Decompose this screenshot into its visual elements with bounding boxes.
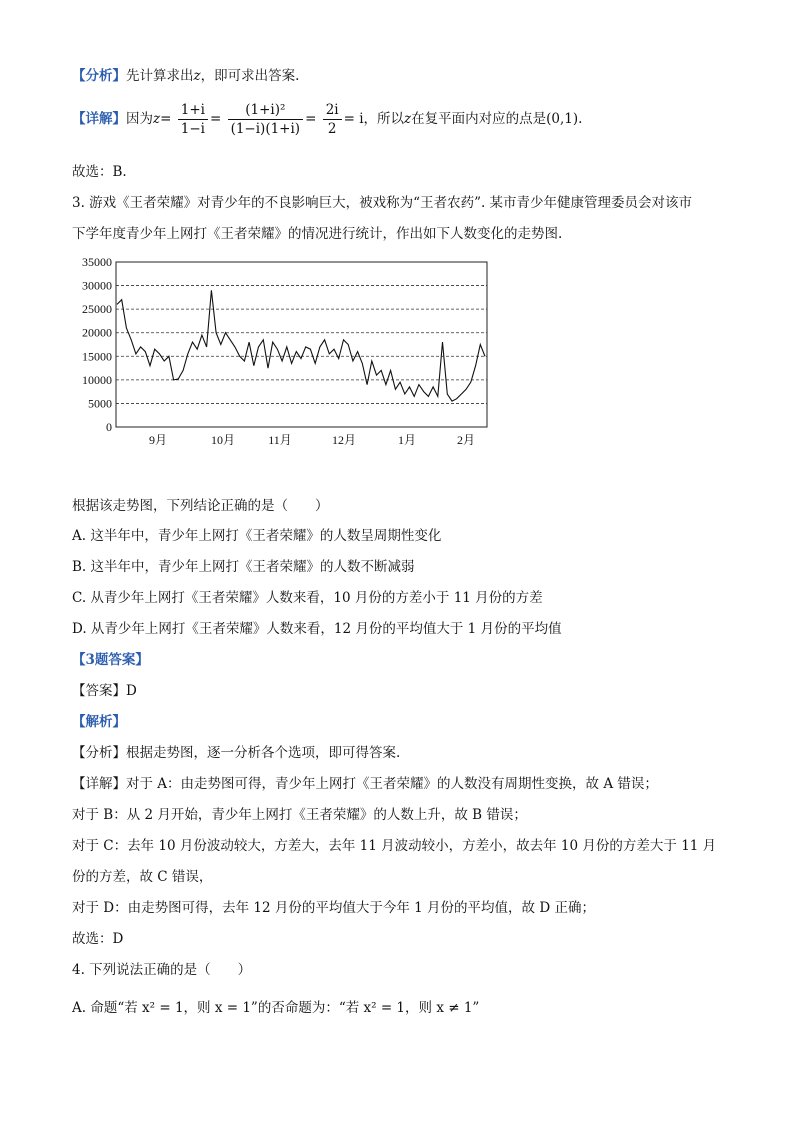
fraction-1 (178, 101, 208, 138)
analysis-var: z (193, 68, 201, 84)
detail-eq3: = (305, 111, 317, 127)
q4-option-a: A. 命题“若 x² = 1，则 x = 1”的否命题为：“若 x² = 1，则 x ≠ 1” (72, 1000, 480, 1016)
fraction-2 (228, 101, 304, 138)
frac3-den: 2 (327, 121, 337, 137)
detail-eq2: = (209, 111, 222, 127)
x-tick-label: 12月 (331, 433, 357, 447)
q4-stem: 4. 下列说法正确的是（ ） (72, 962, 252, 978)
q3-choice: 故选：D (72, 931, 124, 947)
y-tick-label: 0 (106, 420, 112, 434)
p2-choice: 故选：B. (72, 164, 127, 180)
frac2-den: (1−i)(1+i) (230, 121, 301, 137)
q3-answer-header: 【3题答案】 (72, 652, 149, 668)
plot-frame (116, 262, 487, 427)
q3-option-b: B. 这半年中，青少年上网打《王者荣耀》的人数不断减弱 (72, 559, 415, 575)
p2-analysis-line (72, 66, 299, 86)
detail-text-c: 在复平面内对应的点是 (411, 111, 547, 127)
y-tick-label: 15000 (82, 349, 112, 364)
q3-analysis-header: 【解析】 (72, 714, 126, 730)
analysis-text-a: 先计算求出 (126, 68, 194, 84)
q3-answer: 【答案】D (72, 683, 137, 699)
detail-end: . (578, 111, 583, 127)
q3-detail-2: 对于 B：从 2 月开始，青少年上网打《王者荣耀》的人数上升，故 B 错误； (72, 807, 527, 823)
chart-grid (116, 286, 487, 404)
analysis-tag: 【分析】 (72, 68, 126, 84)
detail-eq1: = (160, 111, 172, 127)
q3-detail-1: 【详解】对于 A：由走势图可得，青少年上网打《王者荣耀》的人数没有周期性变换，故 A 错误； (72, 776, 658, 792)
q3-detail-5: 对于 D：由走势图可得，去年 12 月份的平均值大于今年 1 月份的平均值，故 D 正确； (72, 900, 595, 916)
q3-stem-1: 3. 游戏《王者荣耀》对青少年的不良影响巨大，被戏称为“王者农药”. 某市青少年健康管理委员会对该市 (72, 195, 693, 211)
chart-y-ticks (82, 255, 112, 434)
q3-option-a: A. 这半年中，青少年上网打《王者荣耀》的人数呈周期性变化 (72, 528, 442, 544)
analysis-text-b: ，即可求出答案. (200, 68, 300, 84)
fraction-3 (323, 101, 342, 138)
trend-chart (72, 250, 502, 450)
p2-detail-line (72, 100, 582, 138)
x-tick-label: 9月 (148, 433, 168, 447)
y-tick-label: 5000 (88, 396, 112, 411)
y-tick-label: 20000 (82, 325, 112, 340)
detail-result: = i (343, 111, 364, 127)
chart-x-ticks (149, 433, 475, 447)
q3-option-c: C. 从青少年上网打《王者荣耀》人数来看，10 月份的方差小于 11 月份的方差 (72, 590, 543, 606)
x-tick-label: 2月 (456, 433, 476, 447)
y-tick-label: 35000 (82, 255, 112, 269)
frac1-num: 1+i (178, 101, 208, 120)
q3-detail-3: 对于 C：去年 10 月份波动较大，方差大，去年 11 月波动较小，方差小，故去年 10 月份的方差大于 11 月 (72, 838, 717, 854)
detail-text-a: 因为 (126, 111, 153, 127)
detail-text-b: ，所以 (363, 111, 405, 127)
frac1-den: 1−i (180, 121, 205, 137)
x-tick-label: 1月 (397, 433, 417, 447)
y-tick-label: 30000 (82, 278, 112, 293)
frac2-num: (1+i)² (228, 101, 304, 120)
q3-detail-4: 份的方差，故 C 错误， (72, 869, 213, 885)
detail-tag: 【详解】 (72, 111, 126, 127)
x-tick-label: 11月 (268, 433, 292, 447)
series-line (117, 290, 485, 401)
q3-prompt: 根据该走势图，下列结论正确的是（ ） (72, 498, 329, 514)
q3-option-d: D. 从青少年上网打《王者荣耀》人数来看，12 月份的平均值大于 1 月份的平均值 (72, 621, 562, 637)
detail-z2: z (404, 111, 412, 127)
detail-z: z (153, 111, 161, 127)
q3-stem-2: 下学年度青少年上网打《王者荣耀》的情况进行统计，作出如下人数变化的走势图. (72, 226, 563, 242)
y-tick-label: 10000 (82, 372, 112, 387)
x-tick-label: 10月 (210, 433, 236, 447)
frac3-num: 2i (323, 101, 342, 120)
detail-point: (0,1) (546, 111, 579, 127)
q3-analysis: 【分析】根据走势图，逐一分析各个选项，即可得答案. (72, 745, 401, 761)
y-tick-label: 25000 (82, 302, 112, 317)
